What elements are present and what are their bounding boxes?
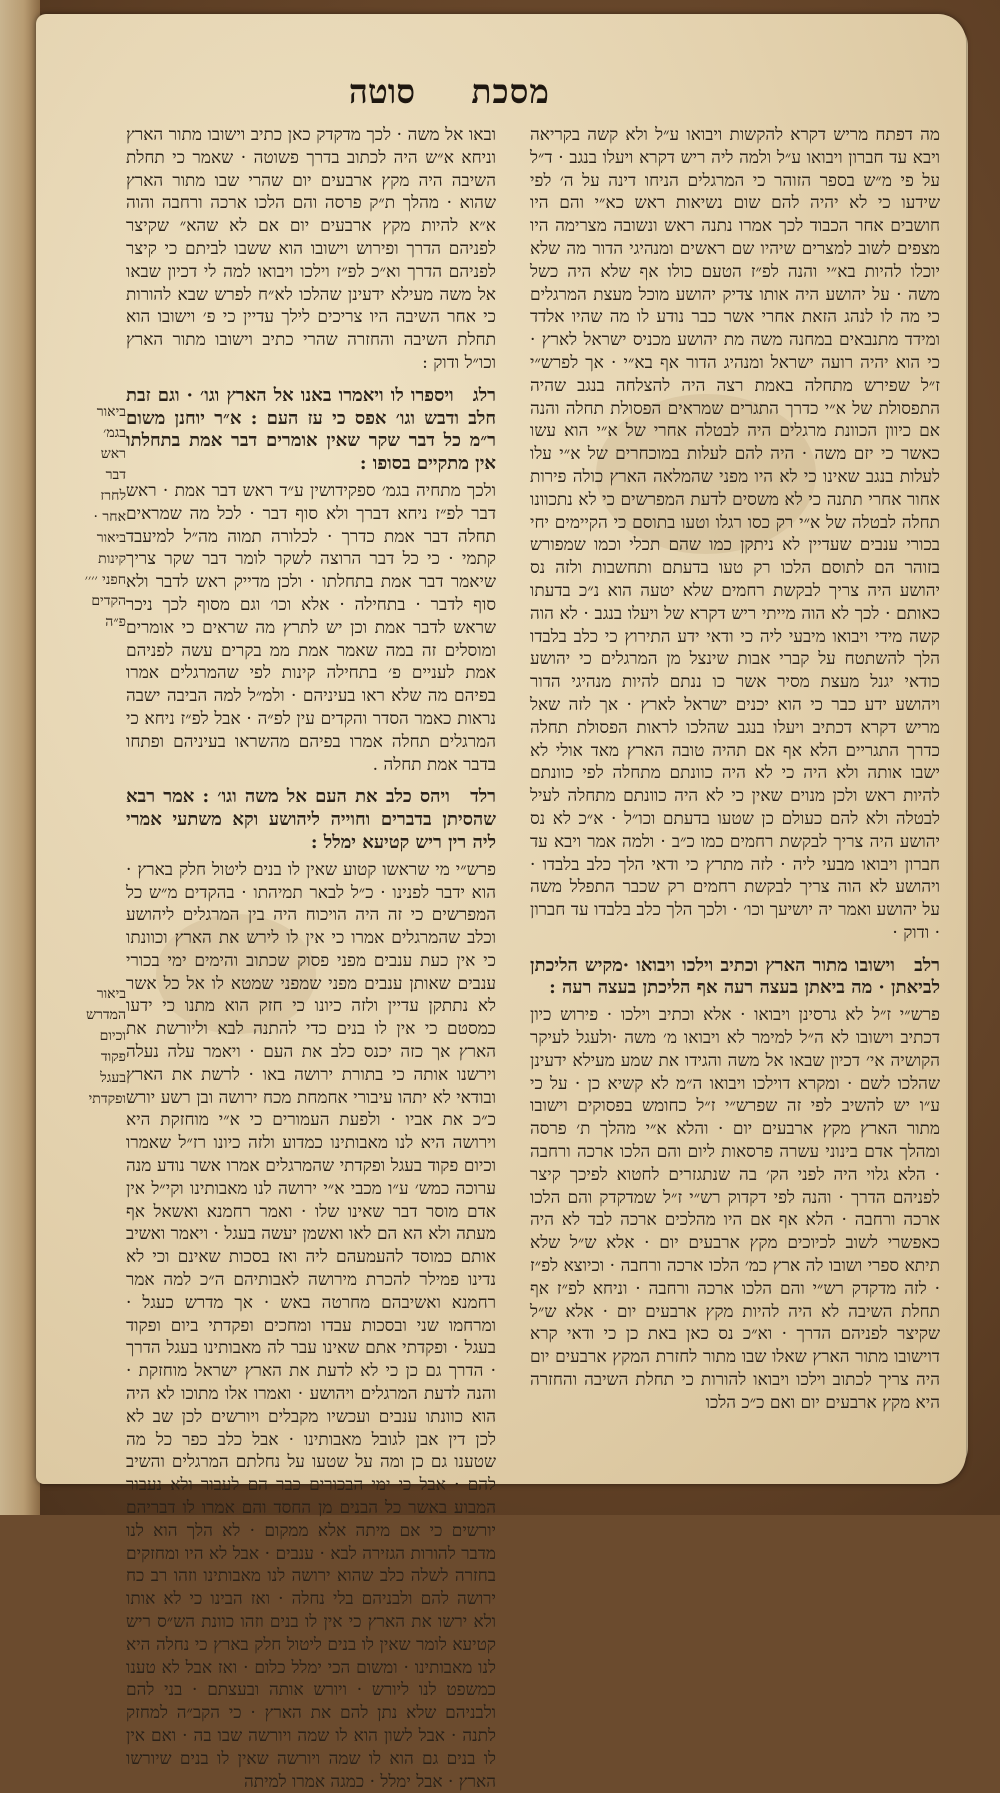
section-heading-text: ויספרו לו ויאמרו באנו אל הארץ וגו׳ · וגם זבת חלב ודבש וגו׳ אפס כי עז העם : א״ר יוחנן משום ר״מ כל דבר שקר שאין אומרים דבר אמת בתחלתו אין מתקיים בסופו : — [126, 384, 496, 475]
section-heading — [530, 955, 940, 1001]
page-text-block — [80, 54, 940, 1792]
commentary-paragraph: פרש״י ז״ל לא גרסינן ויבואו · אלא וכתיב וילכו · פירוש כיון דכתיב וישובו לא ה״ל למימר לא ויבואו מ׳ משה ·ולעגל לעיקר הקושיה אי׳ דכיון שבאו אל משה והגידו את שמע מעילא ידעינן שהלכו לשם · ומקרא דוילכו ויבואו ה״מ לא קשיא כן · על כי ע״ו יש להשיב לפי זה שפרש״י ז״ל כחומש בפסוקים וישובו מתור הארץ מקץ ארבעים יום · והלא א״י מהלך ת׳ פרסה ומהלך אדם בינוני עשרה פרסאות ליום והם הלכו ארכה ורחבה · הלא גלוי היה לפני הק׳ בה שנתגזרים לחטוא לפיכך קיצר לפניהם הדרך · והנה לפי דקדוק רש״י ז״ל שמדקדק והם הלכו ארכה ורחבה · הלא אף אם היו מהלכים ארכה לבד לא היה כאפשרי לשוב לכיוכים מקץ ארבעים יום · אלא ש״ל שלא תיתא ספרי ושובו לה ארץ כמ׳ הלכו ארכה ורחבה · וכיוצא לפ״ז · לזה מדקדק רש״י והם הלכו ארכה ורחבה · וניחא לפ״ז אף תחלת השיבה לא היה להיות מקץ ארבעים יום · אלא ש״ל שקיצר לפניהם הדרך · וא״כ נס כאן באת כן כי ודאי קרא דוישובו מתור הארץ שאלו שבו מתור לחזרת המקץ ארבעים יום היה צריך לכתוב וילכו ויבואו להורות כי תחלת השיבה והחזרה היא מקץ ארבעים יום ואם כ״כ הלכו — [530, 1005, 940, 1413]
section-heading-text: וישובו מתור הארץ וכתיב וילכו ויבואו ·מקיש הליכתן לביאתן · מה ביאתן בעצה רעה אף הליכתן בעצה רעה : — [530, 954, 940, 999]
section-label: רלב — [914, 954, 940, 976]
commentary-paragraph: ובאו אל משה · לכך מדקדק כאן כתיב וישובו מתור הארץ וניחא א״ש היה לכתוב בדרך פשוטה · שאמר כי תחלת השיבה היה מקץ ארבעים יום שהרי שבו מתור הארץ שהוא · מהלך ת״ק פרסה והם הלכו ארכה ורחבה והוה א״א להיות מקץ ארבעים יום אם לא שהא״ שקיצר לפניהם הדרך ופירוש וישובו הוא ששבו לביתם כי קיצר לפניהם הדרך וא״כ לפ״ז וילכו ויבואו למה לי דכיון שבאו אל משה מעילא ידעינן שהלכו לא״ח לפרש שבא להורות כי אחר השיבה היו צריכים לילך עדיין כי פ׳ וישובו הוא תחלת השיבה והחזרה שהרי כתיב וישובו מתור הארץ וכו״ל ודוק : — [126, 125, 496, 373]
previous-page-edge — [0, 0, 40, 1515]
section-label: רלג — [472, 384, 496, 406]
section-label: רלד — [470, 786, 496, 808]
side-gloss: ביאור המדרש וכיום פקוד בעגל ופקדתי — [86, 986, 126, 1107]
section-heading — [126, 385, 496, 476]
left-column — [126, 124, 496, 1792]
tractate-name: סוטה — [348, 72, 415, 111]
right-column — [530, 124, 940, 1421]
section-heading — [126, 786, 496, 854]
commentary-paragraph: פרש״י מי שראשו קטוע שאין לו בנים ליטול חלק בארץ · הוא ידבר לפנינו · כ״ל לבאר תמיהתו · בהקדים מ״ש כל המפרשים כי זה היה הויכוח היה בין המרגלים ליהושע וכלב שהמרגלים אמרו כי אין לו לירש את הארץ וכוונתו כי אין כעת ענבים מפני פסוק שכתוב והימים ימי בכורי ענבים שאותן ענבים מפני שמפני שמטא לו אל כל אשר לא נתתקן עדיין ולזה כיונו כי חזק הוא מתנו כי ידעו כמסטם כי אין לו בנים כדי להתנה לבא וליורשת את הארץ אך כזה יכנס כלב את העם · ויאמר עלה נעלה וירשנו אותה כי בתורת ירושה באו · לרשת את הארץ ובודאי לא יתהו עיבורי אחמחת מכח ירושה ובן רשע יורש כ״כ את אביו · ולפעת העמורים כי א״י מוחזקת היא וירושה היא לנו מאבותינו כמדוע ולזה כיונו רז״ל שאמרו וכיום פקוד בעגל ופקדתי שהמרגלים אמרו אשר נודע מנה ערוכה כמש׳ ע״ו מכבי א״י ירושה לנו מאבותינו וקי״ל אין אדם מוסר דבר שאינו שלו · ואמר רחמנא ואשאל אף מעתה ולא הא הם לאו ואשמן יעשה בעגל · ויאמר ואשיב אותם כמוסד להעמעהם ליה ואז בסכות שאינם וכי לא נדינו פמילר להכרת מירושה לאבותיהם ה״כ למה אמר רחמנא ואשיבהם מחרטה באש · אך מדרש כעגל · ומרחמו שני ובסכות עבדו ומחכים ופקדתי ביום ופקוד בעגל · ופקדתי אתם שאינו עבר לה מאבותינו בעגל הדרך · הדרך גם כן כי לא לדעת את הארץ ישראל מוחזקת · והנה לדעת המרגלים ויהושע · ואמרו אלו מתוכו לא היה הוא כוונתו ענבים ועכשיו מקבלים ויורשים לכן שב לא לכן דין אבן לגובל מאבותינו · אבל כלב כפר כל מה שטענו גם כן ומה על שטעו על נחלתם המרגלים והשיב להם · אבל כי ימי הבכורים כבר הם לעבור ולא נעבור המבוע באשר כל הבנים מן החסד והם אמרו לו דבריהם יורשים כי אם מיתה אלא ממקום · לא הלך הוא לנו מדבר להורות הגזירה לבא · ענבים · אבל לא היו ומחזקים בחזרה לשלה כלב שהוא ירושה לנו מאבותינו וזהו רב כח ירושה להם ולבניהם בלי נחלה · ואז הבינו כי לא אותו ולא ירשו את הארץ כי אין לו בנים וזהו כוונת הש״ס ריש קטיעא לומר שאין לו בנים ליטול חלק בארץ כי נחלה היא לנו מאבותינו · ומשום הכי ימלל כלום · ואז אבל לא טענו כמשפט לנו ליורש · ויורש אותה ובעצתם · בני להם ולבניהם שלא נתן להם את הארץ · כי הקב״ה למחזק לתנה · אבל לשון הוא לו שמה ויורשה שבו בה · ואם אין לו בנים גם הוא לו שמה ויורשה שאין לו בנים שיורשו הארץ · אבל ימלל · כמגה אמרו למיתה — [126, 859, 496, 1792]
page-header — [80, 72, 940, 120]
book-page — [36, 14, 966, 1792]
tractate-label: מסכת — [471, 72, 550, 111]
section-heading-text: ויהס כלב את העם אל משה וגו׳ : אמר רבא שהסיתן בדברים וחוייה ליהושע וקא משתעי אמרי ליה רין ריש קטיעא ימלל : — [126, 786, 496, 853]
commentary-paragraph: מה דפתח מריש דקרא להקשות ויבואו ע״ל ולא קשה בקריאה ויבא עד חברון ויבואו ע״ל ולמה ליה ריש דקרא ויעלו בנגב · ד״ל על פי מ״ש בספר הזוהר כי המרגלים הניחו דינה על ה׳ לפי שידעו כי לא יהיה להם שום נשיאות ראש כא״י והם היו חושבים אחר הכבוד לכך אמרו נתנה ראש ונשובה מצרימה היו מצפים לשוב למצרים שיהיו שם ראשים ומנהיגי הדור מה שלא יוכלו להיות בא״י והנה לפ״ז הטעם כולו אף שלא היה כשל משה · על יהושע היה אותו צדיק יהושע מוכל מעצת המרגלים כי מה לו לנהג הזאת אחרי אשר כבר נודע לו מה שהיו אלדד ומידד מתנבאים במחנה משה מת יהושע מכניס ישראל לארץ · כי הוא יהיה רועה ישראל ומנהיג הדור אף בא״י · אך לפרש״י ז״ל שפירש מתחלה באמת רצה היה להצלחה בנגב שהיה התפסולת של א״י כדרך התגרים שמראים הפסולת תחלה והנה אם כיוון הכוונת מרגלים היה לבטלה אחרי של א״י הוא עשו כאשר כי יזם משה · היה להם לעלות במוכחרים של א״י עלו לעלות בנגב שאינו כי לא היו מפני שהמלאה הארץ כולה פירות אחור אחרי תתנה כי לא משסים לדעת המפרשים כי לא נתכוונו תחלה לבטלה של א״י רק כסו רגלו וטעו בתוסם כי הקיימים יחי בכורי ענבים שעדיין לא ניתקן כמו שהם תכלי וכמו שמפורש בזוהר הם לתוסם הלכו רק טעו בדעתם ותחשבות ולזה נס יהושע היה צריך לבקשת רחמים שלא יטעה הוא נ״כ בדעתו כאותם · לכך לא הוה מייתי ריש דקרא של ויעלו בנגב · לא הוה קשה מידי ויבואו מיבעי ליה כי ודאי ידע התירוץ כי כלב בלבדו הלך להשתטח על קברי אבות שינצל מן המרגלים כי יהושע כודאי יגנל מעצת מסיר אשר כו ננתם להיות מנהיגי הדור ויהושע ידע כבר כי הוא יכנים ישראל לארץ · אך לזה שאל מריש דקרא דכתיב ויעלו בנגב שהלכו לראות הפסולת תחלה כדרך התגריים הלא אף אם תהיה טובה הארץ מאד אולי לא ישבו אותה ולא היה כי לא היה כוונתם מתחלה לפי כוונתם להיות ראש ולכן מנוים שאין כי לא היה כוונתם מתחלה לעיל לבטלה ולא להם כעולם כן שטעו בדעתם וכו״ל · א״כ לא נס יהושע היה צריך לבקשת רחמים כמו כ״ב · ולמה אמר ויבא עד חברון ויבואו מבעי ליה · לזה מתרץ כי ודאי הלך כלב בלבדו · ויהושע לא הוה צריך לבקשת רחמים רק שכבר התפלל משה על יהושע ואמר יה יושיעך וכו׳ · ולכך הלך כלב בלבדו עד חברון · ודוק · — [530, 125, 940, 943]
side-gloss: ביאור בגמ׳ ראש דבר לחרז אחר · ביאור קינות חפני ׳׳׳׳ הקדים פ״ה — [84, 404, 126, 630]
commentary-paragraph: ולכך מתחיה בגמ׳ ספקידושין ע״ד ראש דבר אמת · ראש דבר לפ״ז ניחא דברך ולא סוף דבר · לכל מה שמראים תחלה דבר אמת כדרך · לכלורה תמוה מה״ל למיעבד קתמי · כי כל דבר הרוצה לשקר לומר דבר שקר צריך שיאמר דבר אמת בתחלתו · ולכן מדייק ראש לדבר ולא סוף לדבר · בתחילה · אלא וכו׳ וגם מסוף לכך ניכר שראש לדבר אמת וכן יש לתרץ מה שראים כי אומרים ומוסלים זה במה שאמר אמת ממ בקרים עשה לפניהם אמת לעניים פ׳ בתחילה קינות לפי שהמרגלים אמרו בפיהם מה שלא ראו בעיניהם · ולמ״ל למה הביבה ישבה נראות כאמר הסדר והקדים עין לפ״ה · אבל לפ״ז ניחא כי המרגלים תחלה אמרו בפיהם מהשראו בעיניהם ופתחו בדבר אמת תחלה . — [126, 480, 496, 775]
